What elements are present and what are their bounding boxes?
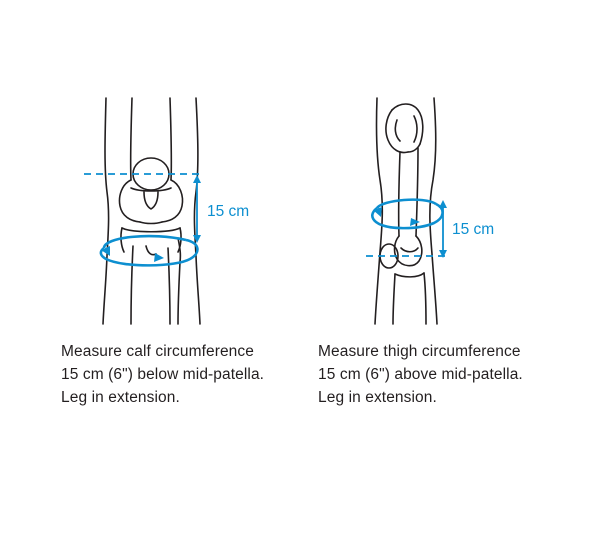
thigh-figure-svg xyxy=(300,96,600,326)
caption-thigh-line-2: 15 cm (6") above mid-patella. xyxy=(318,366,523,383)
thigh-measure-label: 15 cm xyxy=(452,221,495,238)
caption-calf-line-1: Measure calf circumference xyxy=(61,343,254,360)
panel-thigh-measurement xyxy=(300,0,600,430)
knee-anatomy-side-view xyxy=(300,96,600,326)
knee-anatomy-front-view xyxy=(0,96,300,326)
caption-thigh xyxy=(300,340,600,409)
calf-figure-svg xyxy=(0,96,300,326)
calf-measure-label: 15 cm xyxy=(207,203,250,220)
caption-calf-line-3: Leg in extension. xyxy=(61,389,180,406)
caption-thigh-line-3: Leg in extension. xyxy=(318,389,437,406)
caption-thigh-line-1: Measure thigh circumference xyxy=(318,343,521,360)
panel-calf-measurement xyxy=(0,0,300,430)
caption-calf-line-2: 15 cm (6") below mid-patella. xyxy=(61,366,265,383)
